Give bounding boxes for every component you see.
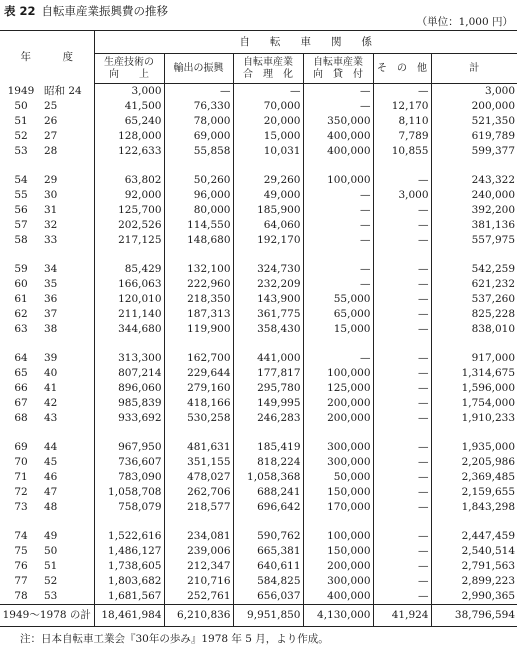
value-cell: 400,000 xyxy=(303,144,373,159)
value-cell: 758,079 xyxy=(94,500,164,515)
value-cell: — xyxy=(373,381,431,396)
total-value-cell: 6,210,836 xyxy=(164,605,233,627)
value-cell: 478,027 xyxy=(164,470,233,485)
table-title xyxy=(4,3,168,19)
value-cell: 400,000 xyxy=(303,589,373,605)
value-cell: 50,000 xyxy=(303,470,373,485)
year-cell: 60 xyxy=(14,278,28,290)
value-cell: 210,716 xyxy=(164,574,233,589)
table-row xyxy=(0,455,517,470)
year-cell: 59 xyxy=(14,263,28,275)
value-cell: 818,224 xyxy=(233,455,303,470)
era-year-cell: 32 xyxy=(42,218,94,233)
year-cell: 67 xyxy=(14,397,28,409)
value-cell: 29,260 xyxy=(233,173,303,188)
value-cell: 246,283 xyxy=(233,411,303,426)
table-row xyxy=(0,262,517,277)
value-cell: 78,000 xyxy=(164,114,233,129)
era-year-cell: 44 xyxy=(42,440,94,455)
value-cell: 10,031 xyxy=(233,144,303,159)
value-cell: 2,205,986 xyxy=(461,456,516,468)
value-cell: — xyxy=(373,173,431,188)
value-cell: 967,950 xyxy=(94,440,164,455)
era-year-cell: 27 xyxy=(42,129,94,144)
value-cell: — xyxy=(303,188,373,203)
value-cell: 590,762 xyxy=(233,529,303,544)
value-cell: 240,000 xyxy=(471,189,516,201)
table-title-text: 自転車産業振興費の推移 xyxy=(41,4,169,18)
value-cell: 1,596,000 xyxy=(461,382,516,394)
table-row xyxy=(0,144,517,159)
value-cell: 132,100 xyxy=(164,262,233,277)
value-cell: 537,260 xyxy=(471,293,516,305)
value-cell: — xyxy=(164,84,233,100)
table-row xyxy=(0,188,517,203)
era-year-cell: 51 xyxy=(42,559,94,574)
table-row xyxy=(0,529,517,544)
era-year-cell: 昭和 24 xyxy=(42,84,94,100)
value-cell: 838,010 xyxy=(471,323,516,335)
value-cell: 1,486,127 xyxy=(94,544,164,559)
value-cell: 15,000 xyxy=(303,322,373,337)
value-cell: — xyxy=(373,470,431,485)
total-label: 1949〜1978 の計 xyxy=(0,605,94,627)
value-cell: 584,825 xyxy=(233,574,303,589)
year-cell: 69 xyxy=(14,441,28,453)
era-year-cell: 26 xyxy=(42,114,94,129)
table-row xyxy=(0,99,517,114)
table-row xyxy=(0,277,517,292)
value-cell: — xyxy=(373,351,431,366)
era-year-cell: 48 xyxy=(42,500,94,515)
value-cell: 381,136 xyxy=(471,219,516,231)
value-cell: 300,000 xyxy=(303,574,373,589)
value-cell: — xyxy=(373,322,431,337)
value-cell: 122,633 xyxy=(94,144,164,159)
value-cell: 200,000 xyxy=(303,559,373,574)
value-cell: 80,000 xyxy=(164,203,233,218)
total-value-cell: 18,461,984 xyxy=(94,605,164,627)
value-cell: 202,526 xyxy=(94,218,164,233)
year-header: 年 度 xyxy=(0,31,94,84)
spacer-row xyxy=(0,159,517,173)
era-year-cell: 40 xyxy=(42,366,94,381)
spacer-row xyxy=(0,426,517,440)
table-row xyxy=(0,485,517,500)
year-cell: 55 xyxy=(14,189,28,201)
value-cell: 3,000 xyxy=(373,188,431,203)
value-cell: — xyxy=(373,500,431,515)
year-cell: 75 xyxy=(14,545,28,557)
total-value-cell: 38,796,594 xyxy=(431,605,517,627)
value-cell: 128,000 xyxy=(94,129,164,144)
value-cell: 279,160 xyxy=(164,381,233,396)
value-cell: 521,350 xyxy=(471,115,516,127)
table-row xyxy=(0,366,517,381)
value-cell: 1,754,000 xyxy=(461,397,516,409)
value-cell: — xyxy=(303,218,373,233)
value-cell: 166,063 xyxy=(94,277,164,292)
value-cell: 217,125 xyxy=(94,233,164,248)
value-cell: 1,738,605 xyxy=(94,559,164,574)
table-row xyxy=(0,544,517,559)
year-cell: 56 xyxy=(14,204,28,216)
era-year-cell: 30 xyxy=(42,188,94,203)
year-cell: 68 xyxy=(14,412,28,424)
value-cell: 1,522,616 xyxy=(94,529,164,544)
value-cell: — xyxy=(373,574,431,589)
era-year-cell: 45 xyxy=(42,455,94,470)
table-row xyxy=(0,84,517,100)
value-cell: 736,607 xyxy=(94,455,164,470)
year-cell: 53 xyxy=(14,145,28,157)
table-row xyxy=(0,470,517,485)
era-year-cell: 47 xyxy=(42,485,94,500)
table-number: 表 22 xyxy=(4,4,36,18)
value-cell: 143,900 xyxy=(233,292,303,307)
value-cell: 50,260 xyxy=(164,173,233,188)
value-cell: 41,500 xyxy=(94,99,164,114)
value-cell: 530,258 xyxy=(164,411,233,426)
value-cell: — xyxy=(303,203,373,218)
total-row xyxy=(0,605,517,627)
value-cell: 125,000 xyxy=(303,381,373,396)
year-cell: 72 xyxy=(14,486,28,498)
value-cell: 2,159,655 xyxy=(461,486,516,498)
value-cell: 358,430 xyxy=(233,322,303,337)
value-cell: 65,240 xyxy=(94,114,164,129)
year-cell: 65 xyxy=(14,367,28,379)
value-cell: 10,855 xyxy=(373,144,431,159)
era-year-cell: 34 xyxy=(42,262,94,277)
value-cell: 350,000 xyxy=(303,114,373,129)
value-cell: — xyxy=(233,84,303,100)
value-cell: 2,791,563 xyxy=(461,560,516,572)
era-year-cell: 39 xyxy=(42,351,94,366)
year-cell: 58 xyxy=(14,234,28,246)
value-cell: 1,314,675 xyxy=(461,367,516,379)
value-cell: 15,000 xyxy=(233,129,303,144)
year-cell: 1949 xyxy=(7,84,35,97)
value-cell: 557,975 xyxy=(471,234,516,246)
value-cell: 896,060 xyxy=(94,381,164,396)
value-cell: 243,322 xyxy=(471,174,516,186)
era-year-cell: 35 xyxy=(42,277,94,292)
era-year-cell: 43 xyxy=(42,411,94,426)
value-cell: 96,000 xyxy=(164,188,233,203)
value-cell: 696,642 xyxy=(233,500,303,515)
total-value-cell: 41,924 xyxy=(373,605,431,627)
value-cell: 187,313 xyxy=(164,307,233,322)
column-header: そ の 他 xyxy=(373,54,431,84)
value-cell: 917,000 xyxy=(471,352,516,364)
value-cell: 300,000 xyxy=(303,455,373,470)
value-cell: 656,037 xyxy=(233,589,303,605)
value-cell: — xyxy=(373,84,431,100)
value-cell: 64,060 xyxy=(233,218,303,233)
table-row xyxy=(0,307,517,322)
value-cell: — xyxy=(373,292,431,307)
year-cell: 64 xyxy=(14,352,28,364)
column-header: 輸出の振興 xyxy=(164,54,233,84)
value-cell: 1,058,368 xyxy=(233,470,303,485)
value-cell: 125,700 xyxy=(94,203,164,218)
table-row xyxy=(0,589,517,605)
column-header: 生産技術の 向 上 xyxy=(94,54,164,84)
spacer-row xyxy=(0,515,517,529)
value-cell: — xyxy=(373,440,431,455)
value-cell: 100,000 xyxy=(303,529,373,544)
column-header: 自転車産業 合 理 化 xyxy=(233,54,303,84)
year-cell: 71 xyxy=(14,471,28,483)
value-cell: 20,000 xyxy=(233,114,303,129)
value-cell: — xyxy=(373,559,431,574)
value-cell: 481,631 xyxy=(164,440,233,455)
year-cell: 50 xyxy=(14,100,28,112)
value-cell: 49,000 xyxy=(233,188,303,203)
year-cell: 62 xyxy=(14,308,28,320)
year-cell: 54 xyxy=(14,174,28,186)
era-year-cell: 33 xyxy=(42,233,94,248)
value-cell: — xyxy=(373,485,431,500)
table-row xyxy=(0,351,517,366)
spacer-row xyxy=(0,248,517,262)
subsidy-table xyxy=(0,30,517,627)
year-cell: 70 xyxy=(14,456,28,468)
year-cell: 66 xyxy=(14,382,28,394)
value-cell: 619,789 xyxy=(471,130,516,142)
value-cell: 239,006 xyxy=(164,544,233,559)
value-cell: 313,300 xyxy=(94,351,164,366)
value-cell: 114,550 xyxy=(164,218,233,233)
value-cell: 1,935,000 xyxy=(461,441,516,453)
value-cell: — xyxy=(303,277,373,292)
table-row xyxy=(0,114,517,129)
era-year-cell: 46 xyxy=(42,470,94,485)
value-cell: 933,692 xyxy=(94,411,164,426)
value-cell: 2,990,365 xyxy=(461,590,516,602)
value-cell: 200,000 xyxy=(471,100,516,112)
value-cell: 69,000 xyxy=(164,129,233,144)
value-cell: 361,775 xyxy=(233,307,303,322)
value-cell: 1,803,682 xyxy=(94,574,164,589)
value-cell: 665,381 xyxy=(233,544,303,559)
era-year-cell: 42 xyxy=(42,396,94,411)
year-cell: 57 xyxy=(14,219,28,231)
spacer-row xyxy=(0,337,517,351)
value-cell: — xyxy=(373,233,431,248)
table-row xyxy=(0,173,517,188)
value-cell: — xyxy=(303,262,373,277)
value-cell: 441,000 xyxy=(233,351,303,366)
value-cell: 807,214 xyxy=(94,366,164,381)
era-year-cell: 49 xyxy=(42,529,94,544)
value-cell: — xyxy=(373,218,431,233)
value-cell: 119,900 xyxy=(164,322,233,337)
era-year-cell: 25 xyxy=(42,99,94,114)
value-cell: 621,232 xyxy=(471,278,516,290)
table-row xyxy=(0,381,517,396)
value-cell: 150,000 xyxy=(303,544,373,559)
value-cell: 1,843,298 xyxy=(461,501,516,513)
era-year-cell: 29 xyxy=(42,173,94,188)
year-cell: 63 xyxy=(14,323,28,335)
era-year-cell: 41 xyxy=(42,381,94,396)
value-cell: 185,419 xyxy=(233,440,303,455)
group-header: 自転車関係 xyxy=(94,31,517,54)
value-cell: 1,058,708 xyxy=(94,485,164,500)
value-cell: 229,644 xyxy=(164,366,233,381)
table-row xyxy=(0,203,517,218)
column-header: 計 xyxy=(431,54,517,84)
year-cell: 77 xyxy=(14,575,28,587)
value-cell: 200,000 xyxy=(303,411,373,426)
value-cell: — xyxy=(373,366,431,381)
value-cell: 400,000 xyxy=(303,129,373,144)
table-row xyxy=(0,233,517,248)
value-cell: 985,839 xyxy=(94,396,164,411)
value-cell: — xyxy=(373,307,431,322)
value-cell: — xyxy=(303,99,373,114)
value-cell: 222,960 xyxy=(164,277,233,292)
value-cell: 63,802 xyxy=(94,173,164,188)
table-row xyxy=(0,559,517,574)
year-cell: 76 xyxy=(14,560,28,572)
table-row xyxy=(0,292,517,307)
value-cell: — xyxy=(303,84,373,100)
table-row xyxy=(0,129,517,144)
value-cell: 218,577 xyxy=(164,500,233,515)
table-row xyxy=(0,411,517,426)
value-cell: 55,858 xyxy=(164,144,233,159)
value-cell: 688,241 xyxy=(233,485,303,500)
era-year-cell: 36 xyxy=(42,292,94,307)
value-cell: — xyxy=(303,233,373,248)
value-cell: 1,681,567 xyxy=(94,589,164,605)
value-cell: 76,330 xyxy=(164,99,233,114)
value-cell: 2,899,223 xyxy=(461,575,516,587)
value-cell: 392,200 xyxy=(471,204,516,216)
value-cell: — xyxy=(373,262,431,277)
value-cell: 351,155 xyxy=(164,455,233,470)
value-cell: — xyxy=(373,529,431,544)
value-cell: 599,377 xyxy=(471,145,516,157)
era-year-cell: 52 xyxy=(42,574,94,589)
value-cell: 234,081 xyxy=(164,529,233,544)
table-row xyxy=(0,500,517,515)
era-year-cell: 28 xyxy=(42,144,94,159)
value-cell: 92,000 xyxy=(94,188,164,203)
value-cell: 344,680 xyxy=(94,322,164,337)
value-cell: 12,170 xyxy=(373,99,431,114)
unit-label: （単位：1,000 円） xyxy=(416,16,513,28)
value-cell: 2,447,459 xyxy=(461,530,516,542)
value-cell: — xyxy=(373,544,431,559)
value-cell: 232,209 xyxy=(233,277,303,292)
value-cell: 177,817 xyxy=(233,366,303,381)
total-value-cell: 9,951,850 xyxy=(233,605,303,627)
value-cell: 120,010 xyxy=(94,292,164,307)
value-cell: — xyxy=(373,589,431,605)
value-cell: — xyxy=(373,455,431,470)
table-row xyxy=(0,396,517,411)
value-cell: 1,910,233 xyxy=(461,412,516,424)
value-cell: 640,611 xyxy=(233,559,303,574)
value-cell: 262,706 xyxy=(164,485,233,500)
value-cell: 150,000 xyxy=(303,485,373,500)
value-cell: 212,347 xyxy=(164,559,233,574)
table-row xyxy=(0,322,517,337)
value-cell: 218,350 xyxy=(164,292,233,307)
value-cell: 185,900 xyxy=(233,203,303,218)
value-cell: 65,000 xyxy=(303,307,373,322)
value-cell: — xyxy=(373,277,431,292)
value-cell: 170,000 xyxy=(303,500,373,515)
value-cell: 70,000 xyxy=(233,99,303,114)
value-cell: — xyxy=(373,203,431,218)
value-cell: 148,680 xyxy=(164,233,233,248)
value-cell: — xyxy=(303,351,373,366)
value-cell: 542,259 xyxy=(471,263,516,275)
value-cell: 85,429 xyxy=(94,262,164,277)
table-row xyxy=(0,574,517,589)
value-cell: 7,789 xyxy=(373,129,431,144)
source-note: 注：日本自転車工業会『30年の歩み』1978 年 5 月，より作成。 xyxy=(20,633,329,645)
value-cell: 100,000 xyxy=(303,173,373,188)
value-cell: 252,761 xyxy=(164,589,233,605)
column-header: 自転車産業 向 貸 付 xyxy=(303,54,373,84)
value-cell: 3,000 xyxy=(94,84,164,100)
value-cell: 192,170 xyxy=(233,233,303,248)
value-cell: 324,730 xyxy=(233,262,303,277)
value-cell: 162,700 xyxy=(164,351,233,366)
value-cell: 100,000 xyxy=(303,366,373,381)
value-cell: — xyxy=(373,411,431,426)
year-cell: 52 xyxy=(14,130,28,142)
era-year-cell: 50 xyxy=(42,544,94,559)
era-year-cell: 31 xyxy=(42,203,94,218)
total-value-cell: 4,130,000 xyxy=(303,605,373,627)
year-cell: 78 xyxy=(14,590,28,602)
year-cell: 74 xyxy=(14,530,28,542)
table-row xyxy=(0,218,517,233)
value-cell: 300,000 xyxy=(303,440,373,455)
value-cell: 200,000 xyxy=(303,396,373,411)
year-cell: 61 xyxy=(14,293,28,305)
value-cell: 149,995 xyxy=(233,396,303,411)
value-cell: 295,780 xyxy=(233,381,303,396)
table-row xyxy=(0,440,517,455)
year-cell: 73 xyxy=(14,501,28,513)
era-year-cell: 37 xyxy=(42,307,94,322)
era-year-cell: 38 xyxy=(42,322,94,337)
value-cell: 3,000 xyxy=(484,85,516,97)
value-cell: 55,000 xyxy=(303,292,373,307)
value-cell: 8,110 xyxy=(373,114,431,129)
value-cell: 2,369,485 xyxy=(461,471,516,483)
era-year-cell: 53 xyxy=(42,589,94,605)
year-cell: 51 xyxy=(14,115,28,127)
value-cell: — xyxy=(373,396,431,411)
value-cell: 825,228 xyxy=(471,308,516,320)
value-cell: 418,166 xyxy=(164,396,233,411)
value-cell: 783,090 xyxy=(94,470,164,485)
value-cell: 211,140 xyxy=(94,307,164,322)
value-cell: 2,540,514 xyxy=(461,545,516,557)
